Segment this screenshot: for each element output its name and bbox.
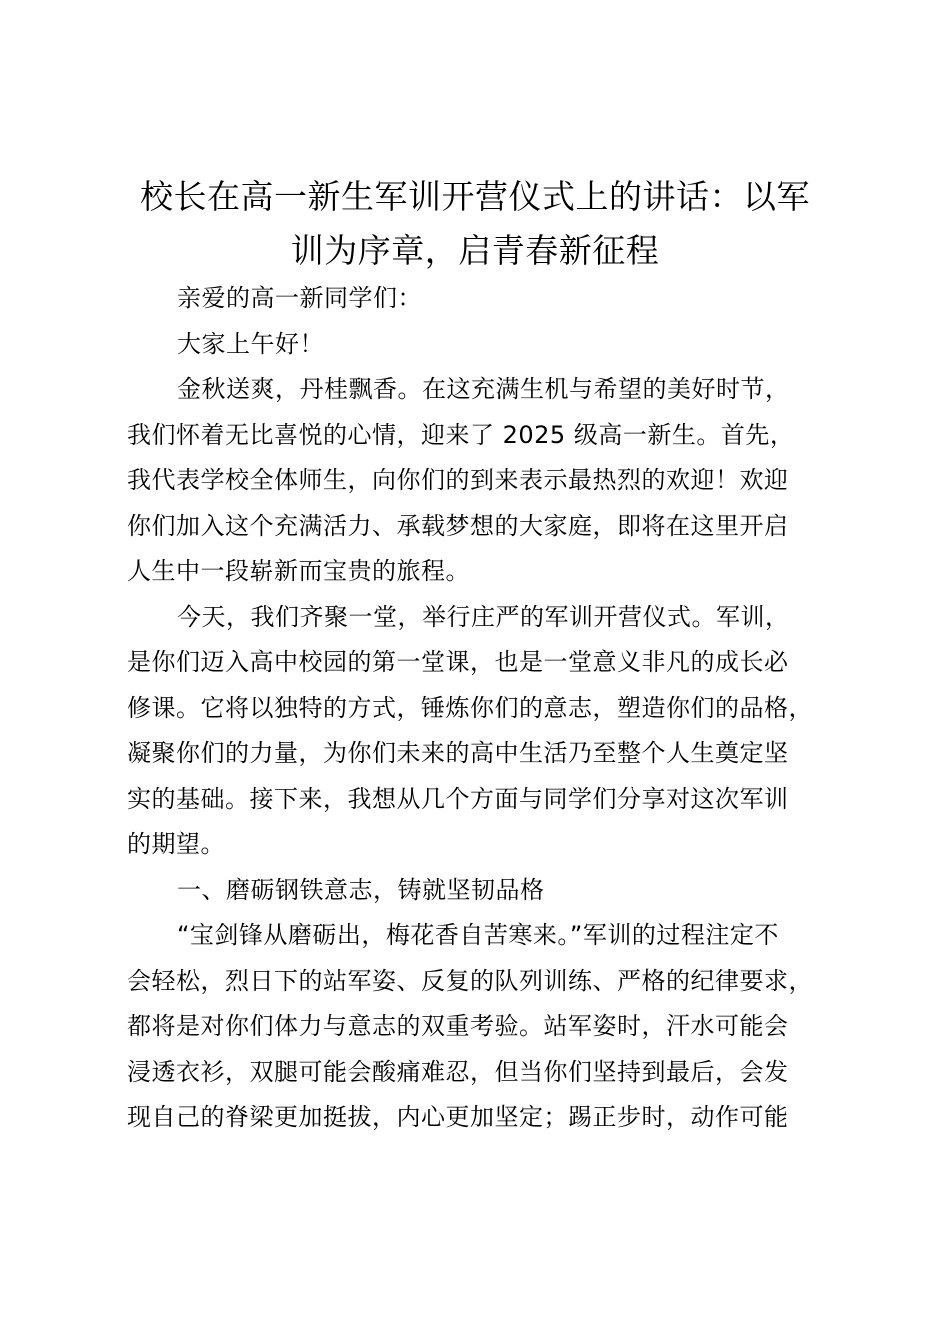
greeting: 大家上午好！ [177, 329, 324, 358]
paragraph-line: 今天，我们齐聚一堂，举行庄严的军训开营仪式。军训， [177, 602, 790, 631]
document-title [120, 170, 830, 278]
paragraph-line: 人生中一段崭新而宝贵的旅程。 [127, 557, 470, 585]
paragraph-line: “宝剑锋从磨砺出，梅花香自苦寒来。”军训的过程注定不 [177, 921, 779, 949]
paragraph-line: 的期望。 [127, 830, 225, 858]
paragraph-line: 现自己的脊梁更加挺拔，内心更加坚定；踢正步时，动作可能 [127, 1103, 789, 1131]
document-body [127, 276, 847, 1141]
paragraph-line: 浸透衣衫，双腿可能会酸痛难忍，但当你们坚持到最后，会发 [127, 1057, 789, 1086]
title-line: 校长在高一新生军训开营仪式上的讲话：以军 [140, 177, 810, 216]
paragraph-line: 你们加入这个充满活力、承载梦想的大家庭，即将在这里开启 [127, 511, 789, 540]
paragraph-line: 会轻松，烈日下的站军姿、反复的队列训练、严格的纪律要求， [127, 966, 813, 995]
paragraph-line: 修课。它将以独特的方式，锤炼你们的意志，塑造你们的品格， [127, 693, 813, 722]
salutation: 亲爱的高一新同学们： [177, 284, 422, 312]
paragraph-line: 都将是对你们体力与意志的双重考验。站军姿时，汗水可能会 [127, 1012, 789, 1040]
paragraph-line: 实的基础。接下来，我想从几个方面与同学们分享对这次军训 [127, 784, 789, 813]
paragraph-line: 是你们迈入高中校园的第一堂课，也是一堂意义非凡的成长必 [127, 648, 789, 676]
paragraph-line: 我代表学校全体师生，向你们的到来表示最热烈的欢迎！欢迎 [127, 466, 789, 494]
section-heading: 一、磨砺钢铁意志，铸就坚韧品格 [177, 875, 545, 904]
paragraph-line: 我们怀着无比喜悦的心情，迎来了 2025 级高一新生。首先， [127, 420, 795, 449]
title-line: 训为序章，启青春新征程 [290, 231, 660, 270]
paragraph-line: 凝聚你们的力量，为你们未来的高中生活乃至整个人生奠定坚 [127, 739, 789, 767]
paragraph-line: 金秋送爽，丹桂飘香。在这充满生机与希望的美好时节， [177, 375, 790, 403]
